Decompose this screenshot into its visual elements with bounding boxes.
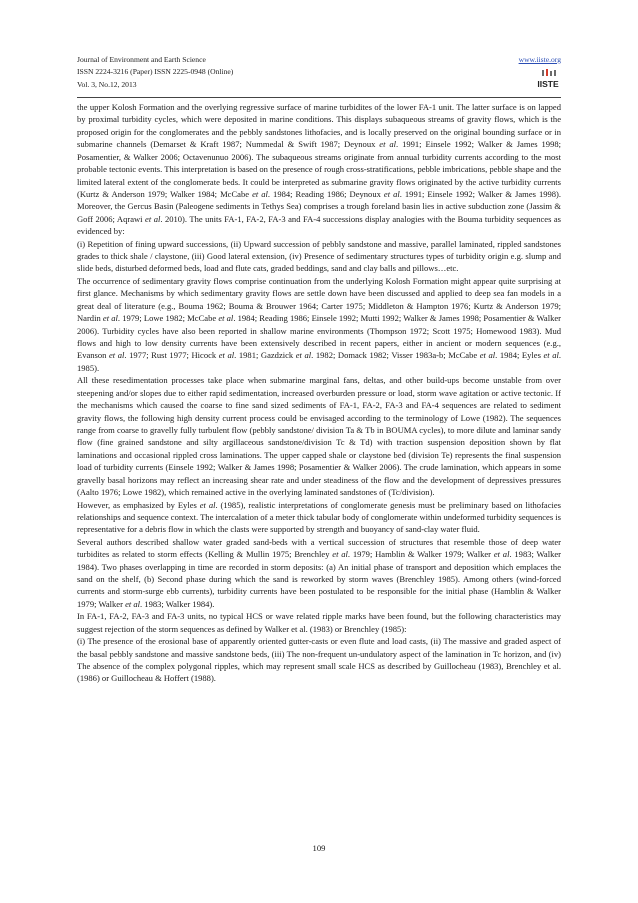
journal-title: Journal of Environment and Earth Science [77, 55, 206, 64]
journal-issn: ISSN 2224-3216 (Paper) ISSN 2225-0948 (Online) [77, 67, 234, 77]
page-header [77, 54, 561, 100]
paragraph-6: Several authors described shallow water graded sand-beds with a vertical succession of structures that resemble those of deep water turbidites as related to storm effects (Kelling & Mullin 1975; Brenchley et al. 1979; Hamblin & Walker 1979; Walker et al. 1983; Walker 1984). Two phases overlapping in time are recorded in storm deposits: (a) An initial phase of transport and deposition which emplaces the sand on the shelf, (b) Second phase during which the sand is reworked by storm waves (Brenchley 1985). Among others (wind-forced currents and storm-surge ebb currents), turbidity currents have been postulated to be responsible for the initial phase (Hamblin & Walker 1979; Walker et al. 1983; Walker 1984). [77, 536, 561, 609]
page-number: 109 [312, 843, 326, 853]
paragraph-1: the upper Kolosh Formation and the overlying regressive surface of marine turbidites of the lower FA-1 unit. The latter surface is on lapped by proximal turbidity cycles, which were deposited in marine conditions. This displays subaqueous streams of gravity flows, which is the proposed origin for the conglomerates and the pebbly sandstones lithofacies, and is locally preserved on the original bounding surface or in submarine channels (Demarset & Kraft 1987; Nummedal & Swift 1987; Deynoux et al. 1991; Einsele 1992; Walker & James 1998; Posamentier, & Walker 2006; Octavenunuo 2006). The subaqueous streams originate from annual turbidity currents according to the most probable tectonic events. This interpretation is based on the presence of rough cross-stratifications, pebble imbrications, pebble shape and the limited lateral extent of the conglomerate beds. It could be interpreted as submarine gravity flows originated by the active turbidity currents (Kurtz & Anderson 1979; Walker 1984; McCabe et al. 1984; Reading 1986; Deynoux et al. 1991; Einsele 1992; Walker & James 1998). Moreover, the Gercus Basin (Paleogene sediments in Tethys Sea) comprises a trough foreland basin lies in active subduction zone (Jassim & Goff 2006; Aqrawi et al. 2010). The units FA-1, FA-2, FA-3 and FA-4 successions display analogies with the Bouma turbidity sequences as evidenced by: [77, 102, 562, 237]
logo-text: IISTE [537, 79, 559, 89]
paragraph-8: (i) The presence of the erosional base of apparently oriented gutter-casts or even flute and load casts, (ii) The massive and graded aspect of the basal pebbly sandstone and massive sandstone beds, (iii) The non-frequent un-undulatory aspect of the lamination in Tc horizon, and (iv) The absence of the complex polygonal ripples, which may represent small scale HCS as described by Guillocheau (1983), Brenchley et al. (1986) or Guillocheau & Hoffert (1988). [77, 636, 561, 684]
paragraph-7: In FA-1, FA-2, FA-3 and FA-3 units, no typical HCS or wave related ripple marks have been found, but the following characteristics may suggest rejection of the storm sequences as defined by Walker et al. (1983) or Brenchley (1985): [77, 611, 561, 634]
iiste-logo-icon [535, 69, 561, 91]
paragraph-4: All these resedimentation processes take place when submarine marginal fans, deltas, and other build-ups become unstable from over steepening and/or slopes due to either rapid sedimentation, increased overburden pressure or load, storm wave agitation or active tectonic. If the mechanisms which caused the coarse to fine sand sized sediments of FA-1, FA-2, FA-3 and FA-4 sequences are related to sediment gravity flows, the following high density current process could be envisaged according to the terminology of Lowe (1982). The sequences range from coarse to gravelly fully turbulent flow (pebbly sandstone/ division Ta & Tb in BOUMA cycles), to more dilute and laminar sandy flow (fine grained sandstone and silty argillaceous sandstone/division Tc & Td) with traction suspension deposition shown by flat laminations and occasional rippled cross laminations. The upper capped shale or claystone bed (division Te) represents the final suspension load of turbidity currents (Einsele 1992; Walker & James 1998; Posamentier & Walker 2006). The crude lamination, which appears in some gravelly basal horizons may reflect an increasing shear rate and under steadiness of the flow and the development of depressives pressures (Aalto 1976; Lowe 1982), which remained active in the overlying laminated sandstones of (Tc/division). [77, 375, 561, 498]
paragraph-3: The occurrence of sedimentary gravity flows comprise continuation from the underlying Kolosh Formation might appear quite surprising at first glance. Mechanisms by which sedimentary gravity flows are settle down have been discussed and applied to deep sea fan models in a great deal of literature (e.g., Bouma 1962; Bouma & Brouwer 1964; Carter 1975; Middleton & Hampton 1976; Kurtz & Anderson 1979; Nardin et al. 1979; Lowe 1982; McCabe et al. 1984; Reading 1986; Einsele 1992; Mutti 1992; Walker & James 1998; Posamentier & Walker 2006). Turbidity cycles have also been reported in shallow marine environments (Thompson 1972; Scott 1975; Homewood 1983). Mud flows and high to low density currents have been extensively described in recent papers, either in ancient or modern sequences (e.g., Evanson et al. 1977; Rust 1977; Hicock et al. 1981; Gazdzick et al. 1982; Domack 1982; Visser 1983a-b; McCabe et al. 1984; Eyles et al. 1985). [77, 275, 562, 373]
journal-volume: Vol. 3, No.12, 2013 [77, 79, 137, 89]
paragraph-5: However, as emphasized by Eyles et al. (1985), realistic interpretations of conglomerate genesis must be preliminary based on lithofacies relationships and sequence context. The intercalation of a meter thick tabular body of conglomerate within undeformed turbidity sequences is representative for a debris flow in which the clasts were supported by strength and buoyancy of sand-clay water fluid. [77, 499, 561, 535]
header-rule [77, 97, 561, 98]
journal-url-link[interactable]: www.iiste.org [518, 55, 561, 64]
article-body [77, 101, 561, 685]
paragraph-2: (i) Repetition of fining upward successions, (ii) Upward succession of pebbly sandstone and massive, parallel laminated, rippled sandstones grades to thick shale / claystone, (iii) Good lateral extension, (iv) Presence of sedimentary structures types of turbidity origin e.g. slump and slide beds, disturbed deformed beds, load and flute cats, graded beddings, sand and clay balls and pillows…etc. [77, 238, 561, 274]
